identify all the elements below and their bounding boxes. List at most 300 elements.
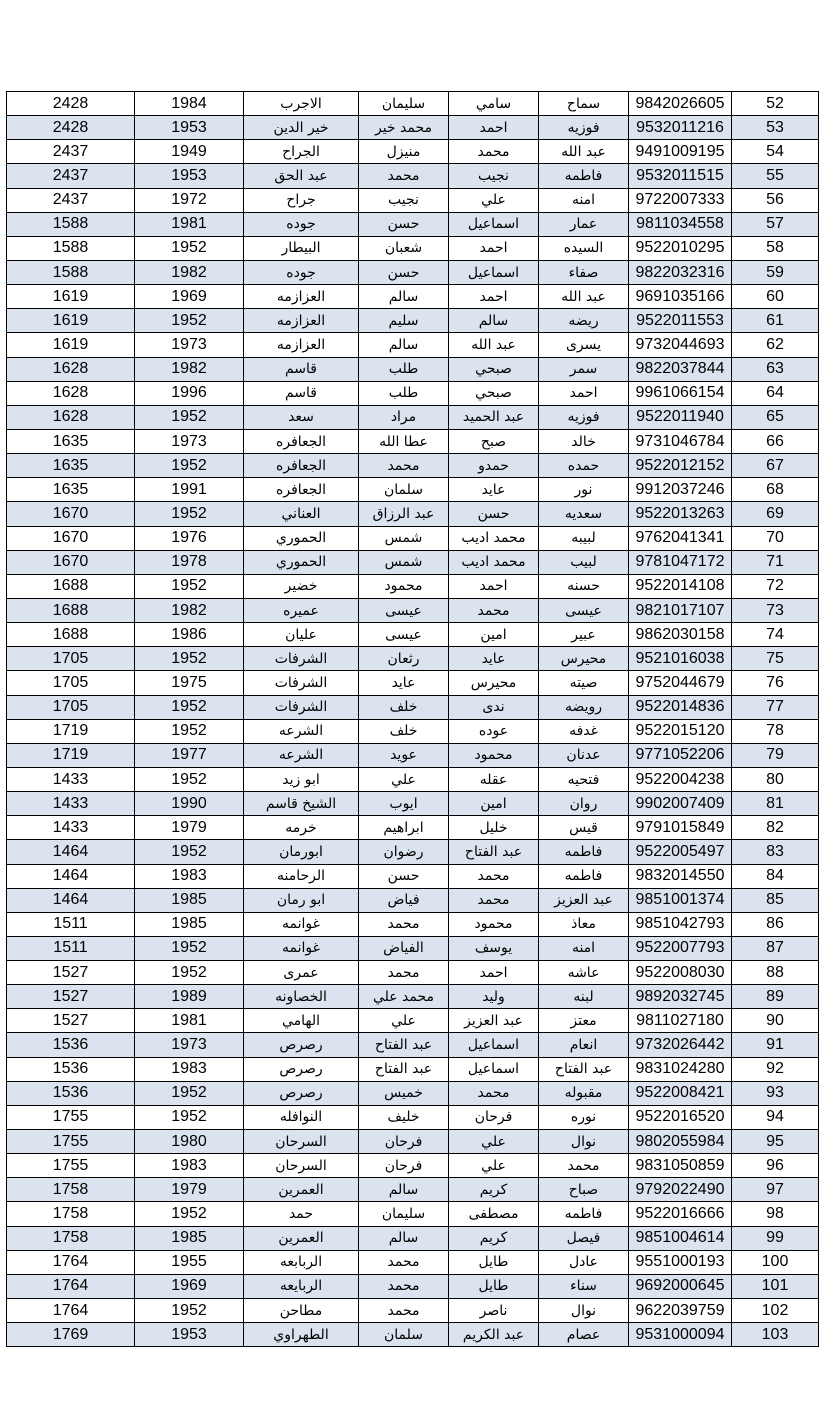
family-name-cell: جراح <box>244 188 359 212</box>
record-id-cell: 1758 <box>7 1178 135 1202</box>
table-row <box>7 888 819 912</box>
father-name-cell: محمود <box>449 912 539 936</box>
row-number-cell: 83 <box>732 840 819 864</box>
grandfather-name-cell: سالم <box>359 333 449 357</box>
father-name-cell: وليد <box>449 985 539 1009</box>
record-id-cell: 1628 <box>7 357 135 381</box>
first-name-cell: السيده <box>539 236 629 260</box>
father-name-cell: سالم <box>449 309 539 333</box>
birth-year-cell: 1979 <box>135 816 244 840</box>
first-name-cell: فيصل <box>539 1226 629 1250</box>
first-name-cell: فاطمه <box>539 864 629 888</box>
father-name-cell: طايل <box>449 1274 539 1298</box>
row-number-cell: 74 <box>732 623 819 647</box>
father-name-cell: نجيب <box>449 164 539 188</box>
birth-year-cell: 1973 <box>135 1033 244 1057</box>
record-id-cell: 1464 <box>7 888 135 912</box>
father-name-cell: خليل <box>449 816 539 840</box>
record-id-cell: 1527 <box>7 985 135 1009</box>
first-name-cell: صباح <box>539 1178 629 1202</box>
record-id-cell: 1588 <box>7 236 135 260</box>
father-name-cell: صبحي <box>449 381 539 405</box>
table-row <box>7 623 819 647</box>
table-row <box>7 792 819 816</box>
national-id-cell: 9821017107 <box>629 598 732 622</box>
grandfather-name-cell: شمس <box>359 550 449 574</box>
father-name-cell: امين <box>449 792 539 816</box>
row-number-cell: 99 <box>732 1226 819 1250</box>
national-id-cell: 9522016666 <box>629 1202 732 1226</box>
row-number-cell: 90 <box>732 1009 819 1033</box>
family-name-cell: خضير <box>244 574 359 598</box>
record-id-cell: 1758 <box>7 1226 135 1250</box>
first-name-cell: محمد <box>539 1154 629 1178</box>
row-number-cell: 69 <box>732 502 819 526</box>
birth-year-cell: 1979 <box>135 1178 244 1202</box>
first-name-cell: نور <box>539 478 629 502</box>
table-row <box>7 309 819 333</box>
record-id-cell: 1511 <box>7 912 135 936</box>
record-id-cell: 1635 <box>7 478 135 502</box>
table-row <box>7 502 819 526</box>
grandfather-name-cell: محمد <box>359 164 449 188</box>
father-name-cell: صبحي <box>449 357 539 381</box>
first-name-cell: سماح <box>539 92 629 116</box>
family-name-cell: الجراح <box>244 140 359 164</box>
family-name-cell: الجعافره <box>244 478 359 502</box>
national-id-cell: 9522007793 <box>629 936 732 960</box>
family-name-cell: خرمه <box>244 816 359 840</box>
family-name-cell: الجعافره <box>244 454 359 478</box>
family-name-cell: عميره <box>244 598 359 622</box>
record-id-cell: 1705 <box>7 647 135 671</box>
birth-year-cell: 1952 <box>135 502 244 526</box>
birth-year-cell: 1981 <box>135 212 244 236</box>
birth-year-cell: 1972 <box>135 188 244 212</box>
national-id-cell: 9521016038 <box>629 647 732 671</box>
record-id-cell: 1511 <box>7 936 135 960</box>
record-id-cell: 1688 <box>7 623 135 647</box>
row-number-cell: 100 <box>732 1250 819 1274</box>
table-row <box>7 912 819 936</box>
national-id-cell: 9691035166 <box>629 285 732 309</box>
father-name-cell: محمود <box>449 743 539 767</box>
first-name-cell: مقبوله <box>539 1081 629 1105</box>
birth-year-cell: 1985 <box>135 1226 244 1250</box>
record-id-cell: 1755 <box>7 1154 135 1178</box>
birth-year-cell: 1952 <box>135 1202 244 1226</box>
father-name-cell: احمد <box>449 574 539 598</box>
table-row <box>7 767 819 791</box>
family-name-cell: الشرعه <box>244 719 359 743</box>
national-id-cell: 9722007333 <box>629 188 732 212</box>
row-number-cell: 80 <box>732 767 819 791</box>
record-id-cell: 1536 <box>7 1081 135 1105</box>
first-name-cell: عبد العزيز <box>539 888 629 912</box>
record-id-cell: 1527 <box>7 1009 135 1033</box>
national-id-cell: 9522008421 <box>629 1081 732 1105</box>
grandfather-name-cell: محمد <box>359 1250 449 1274</box>
first-name-cell: لبيب <box>539 550 629 574</box>
national-id-cell: 9522014108 <box>629 574 732 598</box>
birth-year-cell: 1978 <box>135 550 244 574</box>
row-number-cell: 87 <box>732 936 819 960</box>
table-row <box>7 1274 819 1298</box>
national-id-cell: 9792022490 <box>629 1178 732 1202</box>
family-name-cell: غوانمه <box>244 912 359 936</box>
row-number-cell: 91 <box>732 1033 819 1057</box>
row-number-cell: 71 <box>732 550 819 574</box>
grandfather-name-cell: فرحان <box>359 1130 449 1154</box>
first-name-cell: عدنان <box>539 743 629 767</box>
records-table-body <box>7 92 819 1347</box>
family-name-cell: ابو رمان <box>244 888 359 912</box>
father-name-cell: علي <box>449 188 539 212</box>
family-name-cell: الحموري <box>244 550 359 574</box>
first-name-cell: عاشه <box>539 961 629 985</box>
first-name-cell: رويضه <box>539 695 629 719</box>
table-row <box>7 236 819 260</box>
first-name-cell: روان <box>539 792 629 816</box>
first-name-cell: فتحيه <box>539 767 629 791</box>
first-name-cell: عبد الفتاح <box>539 1057 629 1081</box>
national-id-cell: 9822032316 <box>629 260 732 284</box>
national-id-cell: 9622039759 <box>629 1299 732 1323</box>
first-name-cell: خالد <box>539 429 629 453</box>
birth-year-cell: 1975 <box>135 671 244 695</box>
record-id-cell: 1527 <box>7 961 135 985</box>
grandfather-name-cell: عويد <box>359 743 449 767</box>
father-name-cell: عبد الله <box>449 333 539 357</box>
table-row <box>7 429 819 453</box>
father-name-cell: محمد <box>449 598 539 622</box>
family-name-cell: النوافله <box>244 1105 359 1129</box>
father-name-cell: كريم <box>449 1226 539 1250</box>
family-name-cell: الربابعه <box>244 1250 359 1274</box>
first-name-cell: ريضه <box>539 309 629 333</box>
grandfather-name-cell: سالم <box>359 1226 449 1250</box>
father-name-cell: محمد اديب <box>449 526 539 550</box>
birth-year-cell: 1984 <box>135 92 244 116</box>
row-number-cell: 63 <box>732 357 819 381</box>
grandfather-name-cell: محمد خير <box>359 116 449 140</box>
grandfather-name-cell: خليف <box>359 1105 449 1129</box>
row-number-cell: 68 <box>732 478 819 502</box>
record-id-cell: 1628 <box>7 405 135 429</box>
national-id-cell: 9851001374 <box>629 888 732 912</box>
birth-year-cell: 1981 <box>135 1009 244 1033</box>
row-number-cell: 98 <box>732 1202 819 1226</box>
grandfather-name-cell: علي <box>359 767 449 791</box>
family-name-cell: الشرفات <box>244 647 359 671</box>
family-name-cell: خير الدين <box>244 116 359 140</box>
father-name-cell: احمد <box>449 236 539 260</box>
birth-year-cell: 1973 <box>135 333 244 357</box>
first-name-cell: نوال <box>539 1299 629 1323</box>
national-id-cell: 9851042793 <box>629 912 732 936</box>
national-id-cell: 9522012152 <box>629 454 732 478</box>
father-name-cell: طايل <box>449 1250 539 1274</box>
father-name-cell: احمد <box>449 961 539 985</box>
row-number-cell: 88 <box>732 961 819 985</box>
national-id-cell: 9731046784 <box>629 429 732 453</box>
first-name-cell: سناء <box>539 1274 629 1298</box>
grandfather-name-cell: محمد علي <box>359 985 449 1009</box>
father-name-cell: ناصر <box>449 1299 539 1323</box>
grandfather-name-cell: سلمان <box>359 478 449 502</box>
grandfather-name-cell: عبد الفتاح <box>359 1033 449 1057</box>
father-name-cell: عبد العزيز <box>449 1009 539 1033</box>
table-row <box>7 140 819 164</box>
family-name-cell: العمرين <box>244 1226 359 1250</box>
row-number-cell: 52 <box>732 92 819 116</box>
father-name-cell: حسن <box>449 502 539 526</box>
family-name-cell: السرحان <box>244 1130 359 1154</box>
row-number-cell: 92 <box>732 1057 819 1081</box>
first-name-cell: حسنه <box>539 574 629 598</box>
grandfather-name-cell: ايوب <box>359 792 449 816</box>
birth-year-cell: 1953 <box>135 1323 244 1347</box>
record-id-cell: 1670 <box>7 550 135 574</box>
table-row <box>7 212 819 236</box>
father-name-cell: محمد <box>449 140 539 164</box>
grandfather-name-cell: رثعان <box>359 647 449 671</box>
family-name-cell: الشيخ قاسم <box>244 792 359 816</box>
first-name-cell: محيرس <box>539 647 629 671</box>
row-number-cell: 56 <box>732 188 819 212</box>
family-name-cell: الخصاونه <box>244 985 359 1009</box>
row-number-cell: 94 <box>732 1105 819 1129</box>
record-id-cell: 1619 <box>7 285 135 309</box>
first-name-cell: يسرى <box>539 333 629 357</box>
first-name-cell: فاطمه <box>539 1202 629 1226</box>
grandfather-name-cell: سليمان <box>359 92 449 116</box>
row-number-cell: 72 <box>732 574 819 598</box>
national-id-cell: 9522004238 <box>629 767 732 791</box>
record-id-cell: 1635 <box>7 429 135 453</box>
grandfather-name-cell: محمد <box>359 1299 449 1323</box>
row-number-cell: 70 <box>732 526 819 550</box>
table-row <box>7 671 819 695</box>
record-id-cell: 2437 <box>7 140 135 164</box>
grandfather-name-cell: عيسى <box>359 598 449 622</box>
table-row <box>7 478 819 502</box>
record-id-cell: 1536 <box>7 1033 135 1057</box>
grandfather-name-cell: محمد <box>359 454 449 478</box>
table-row <box>7 1105 819 1129</box>
row-number-cell: 64 <box>732 381 819 405</box>
row-number-cell: 55 <box>732 164 819 188</box>
table-row <box>7 1033 819 1057</box>
father-name-cell: عبد الحميد <box>449 405 539 429</box>
grandfather-name-cell: محمد <box>359 961 449 985</box>
grandfather-name-cell: عبد الفتاح <box>359 1057 449 1081</box>
first-name-cell: فوزيه <box>539 116 629 140</box>
grandfather-name-cell: شعبان <box>359 236 449 260</box>
national-id-cell: 9831024280 <box>629 1057 732 1081</box>
record-id-cell: 1670 <box>7 526 135 550</box>
table-row <box>7 1178 819 1202</box>
family-name-cell: الشرفات <box>244 695 359 719</box>
record-id-cell: 2428 <box>7 92 135 116</box>
national-id-cell: 9522005497 <box>629 840 732 864</box>
national-id-cell: 9522015120 <box>629 719 732 743</box>
record-id-cell: 1536 <box>7 1057 135 1081</box>
father-name-cell: حمدو <box>449 454 539 478</box>
national-id-cell: 9732026442 <box>629 1033 732 1057</box>
table-row <box>7 550 819 574</box>
national-id-cell: 9771052206 <box>629 743 732 767</box>
grandfather-name-cell: منيزل <box>359 140 449 164</box>
birth-year-cell: 1973 <box>135 429 244 453</box>
row-number-cell: 97 <box>732 1178 819 1202</box>
birth-year-cell: 1952 <box>135 1105 244 1129</box>
table-row <box>7 333 819 357</box>
grandfather-name-cell: شمس <box>359 526 449 550</box>
row-number-cell: 78 <box>732 719 819 743</box>
father-name-cell: محمد اديب <box>449 550 539 574</box>
first-name-cell: قيس <box>539 816 629 840</box>
national-id-cell: 9752044679 <box>629 671 732 695</box>
grandfather-name-cell: خلف <box>359 719 449 743</box>
family-name-cell: العزازمه <box>244 309 359 333</box>
first-name-cell: فوزيه <box>539 405 629 429</box>
birth-year-cell: 1985 <box>135 912 244 936</box>
national-id-cell: 9851004614 <box>629 1226 732 1250</box>
father-name-cell: عايد <box>449 647 539 671</box>
first-name-cell: عادل <box>539 1250 629 1274</box>
record-id-cell: 1758 <box>7 1202 135 1226</box>
father-name-cell: عايد <box>449 478 539 502</box>
row-number-cell: 89 <box>732 985 819 1009</box>
table-row <box>7 1202 819 1226</box>
national-id-cell: 9811034558 <box>629 212 732 236</box>
table-row <box>7 1081 819 1105</box>
father-name-cell: علي <box>449 1154 539 1178</box>
birth-year-cell: 1952 <box>135 647 244 671</box>
row-number-cell: 79 <box>732 743 819 767</box>
row-number-cell: 85 <box>732 888 819 912</box>
grandfather-name-cell: حسن <box>359 864 449 888</box>
family-name-cell: الشرعه <box>244 743 359 767</box>
father-name-cell: عبد الكريم <box>449 1323 539 1347</box>
table-row <box>7 1226 819 1250</box>
father-name-cell: احمد <box>449 285 539 309</box>
grandfather-name-cell: محمود <box>359 574 449 598</box>
grandfather-name-cell: ابراهيم <box>359 816 449 840</box>
table-row <box>7 598 819 622</box>
row-number-cell: 82 <box>732 816 819 840</box>
row-number-cell: 73 <box>732 598 819 622</box>
family-name-cell: سعد <box>244 405 359 429</box>
table-row <box>7 936 819 960</box>
first-name-cell: احمد <box>539 381 629 405</box>
first-name-cell: انعام <box>539 1033 629 1057</box>
row-number-cell: 66 <box>732 429 819 453</box>
family-name-cell: الحموري <box>244 526 359 550</box>
father-name-cell: ندى <box>449 695 539 719</box>
birth-year-cell: 1969 <box>135 285 244 309</box>
father-name-cell: محمد <box>449 864 539 888</box>
table-row <box>7 1250 819 1274</box>
record-id-cell: 1433 <box>7 792 135 816</box>
family-name-cell: الطهراوي <box>244 1323 359 1347</box>
grandfather-name-cell: فرحان <box>359 1154 449 1178</box>
row-number-cell: 81 <box>732 792 819 816</box>
birth-year-cell: 1990 <box>135 792 244 816</box>
grandfather-name-cell: خميس <box>359 1081 449 1105</box>
first-name-cell: عبير <box>539 623 629 647</box>
table-row <box>7 164 819 188</box>
table-row <box>7 357 819 381</box>
birth-year-cell: 1991 <box>135 478 244 502</box>
family-name-cell: السرحان <box>244 1154 359 1178</box>
record-id-cell: 1764 <box>7 1299 135 1323</box>
grandfather-name-cell: خلف <box>359 695 449 719</box>
row-number-cell: 76 <box>732 671 819 695</box>
father-name-cell: اسماعيل <box>449 1057 539 1081</box>
table-row <box>7 1057 819 1081</box>
grandfather-name-cell: محمد <box>359 912 449 936</box>
national-id-cell: 9522014836 <box>629 695 732 719</box>
family-name-cell: العمرين <box>244 1178 359 1202</box>
first-name-cell: فاطمه <box>539 164 629 188</box>
row-number-cell: 93 <box>732 1081 819 1105</box>
birth-year-cell: 1982 <box>135 598 244 622</box>
father-name-cell: عوده <box>449 719 539 743</box>
grandfather-name-cell: سالم <box>359 1178 449 1202</box>
record-id-cell: 1688 <box>7 598 135 622</box>
table-row <box>7 743 819 767</box>
birth-year-cell: 1952 <box>135 695 244 719</box>
row-number-cell: 60 <box>732 285 819 309</box>
first-name-cell: صيته <box>539 671 629 695</box>
national-id-cell: 9912037246 <box>629 478 732 502</box>
table-row <box>7 647 819 671</box>
family-name-cell: عليان <box>244 623 359 647</box>
birth-year-cell: 1952 <box>135 236 244 260</box>
birth-year-cell: 1953 <box>135 116 244 140</box>
father-name-cell: صبح <box>449 429 539 453</box>
table-row <box>7 695 819 719</box>
grandfather-name-cell: عبد الرزاق <box>359 502 449 526</box>
first-name-cell: عبد الله <box>539 285 629 309</box>
table-row <box>7 188 819 212</box>
grandfather-name-cell: مراد <box>359 405 449 429</box>
family-name-cell: رصرص <box>244 1081 359 1105</box>
family-name-cell: الاجرب <box>244 92 359 116</box>
father-name-cell: محمد <box>449 888 539 912</box>
row-number-cell: 102 <box>732 1299 819 1323</box>
grandfather-name-cell: محمد <box>359 1274 449 1298</box>
table-row <box>7 1323 819 1347</box>
birth-year-cell: 1985 <box>135 888 244 912</box>
grandfather-name-cell: رضوان <box>359 840 449 864</box>
grandfather-name-cell: عيسى <box>359 623 449 647</box>
father-name-cell: محمد <box>449 1081 539 1105</box>
national-id-cell: 9892032745 <box>629 985 732 1009</box>
family-name-cell: الربايعه <box>244 1274 359 1298</box>
family-name-cell: ابو زيد <box>244 767 359 791</box>
birth-year-cell: 1952 <box>135 767 244 791</box>
grandfather-name-cell: طلب <box>359 357 449 381</box>
table-row <box>7 985 819 1009</box>
record-id-cell: 1764 <box>7 1274 135 1298</box>
national-id-cell: 9862030158 <box>629 623 732 647</box>
first-name-cell: معاذ <box>539 912 629 936</box>
table-row <box>7 864 819 888</box>
first-name-cell: لبنه <box>539 985 629 1009</box>
